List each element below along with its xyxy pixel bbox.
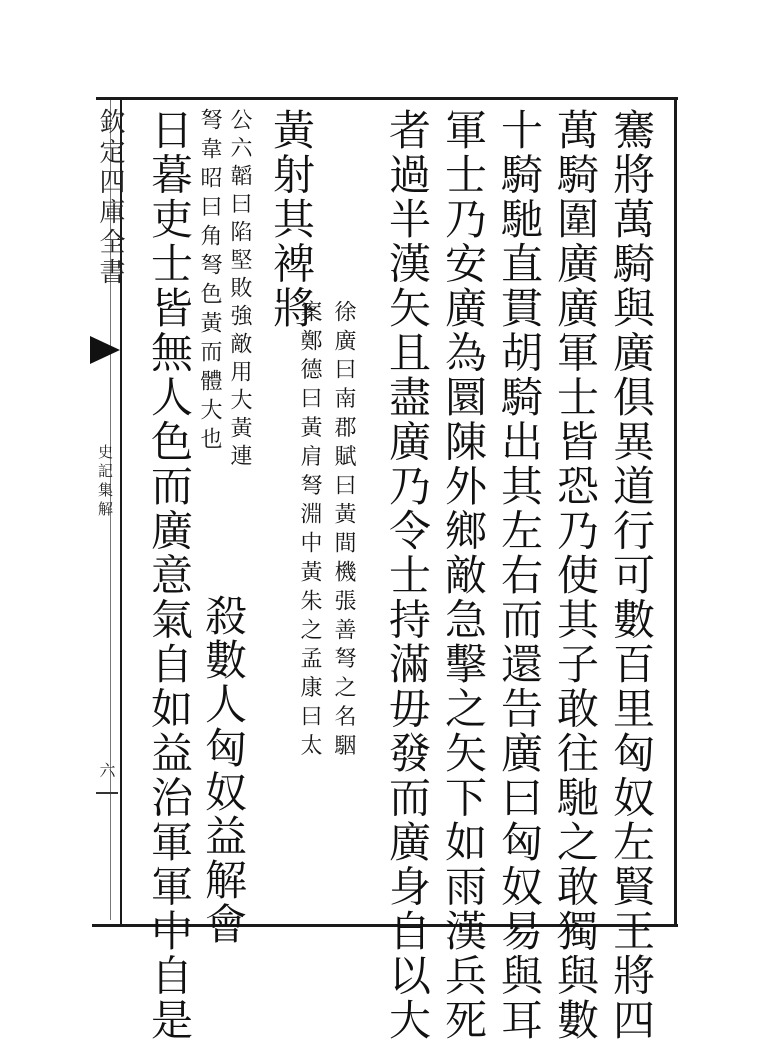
text-column-7: 日暮吏士皆無人色而廣意氣自如益治軍軍中自是 xyxy=(145,108,194,1043)
text-column-continuation: 殺數人匈奴益解會 xyxy=(199,594,248,946)
border-right xyxy=(674,97,677,927)
text-column-1: 騫將萬騎與廣俱異道行可數百里匈奴左賢王將四 xyxy=(607,108,656,1043)
border-top xyxy=(96,97,678,100)
text-column-2: 萬騎圍廣廣軍士皆恐乃使其子敢往馳之敢獨與數 xyxy=(551,108,600,1043)
text-column-6: 黃射其裨將 xyxy=(267,108,316,331)
margin-page-tick xyxy=(96,792,118,794)
fish-tail-mark xyxy=(90,336,120,364)
annotation-line-2: 案鄭德曰黃肩弩淵中黃朱之孟康曰太 xyxy=(297,300,322,763)
annotation-line-4: 弩韋昭曰角弩色黃而體大也 xyxy=(197,108,222,456)
margin-collection-title: 欽定四庫全書 xyxy=(95,108,125,288)
text-column-4: 軍士乃安廣為圜陳外鄉敵急擊之矢下如雨漢兵死 xyxy=(439,108,488,1043)
annotation-line-1: 徐廣曰南郡賦曰黃間機張善弩之名駰 xyxy=(331,300,356,763)
annotation-line-3: 公六韜曰陷堅敗強敵用大黃連 xyxy=(227,108,252,472)
margin-page-number: 六 xyxy=(97,762,116,778)
margin-book-title: 史記集解 xyxy=(96,444,114,520)
text-column-3: 十騎馳直貫胡騎出其左右而還告廣曰匈奴易與耳 xyxy=(495,108,544,1043)
text-column-5: 者過半漢矢且盡廣乃令士持滿毋發而廣身自以大 xyxy=(383,108,432,1043)
